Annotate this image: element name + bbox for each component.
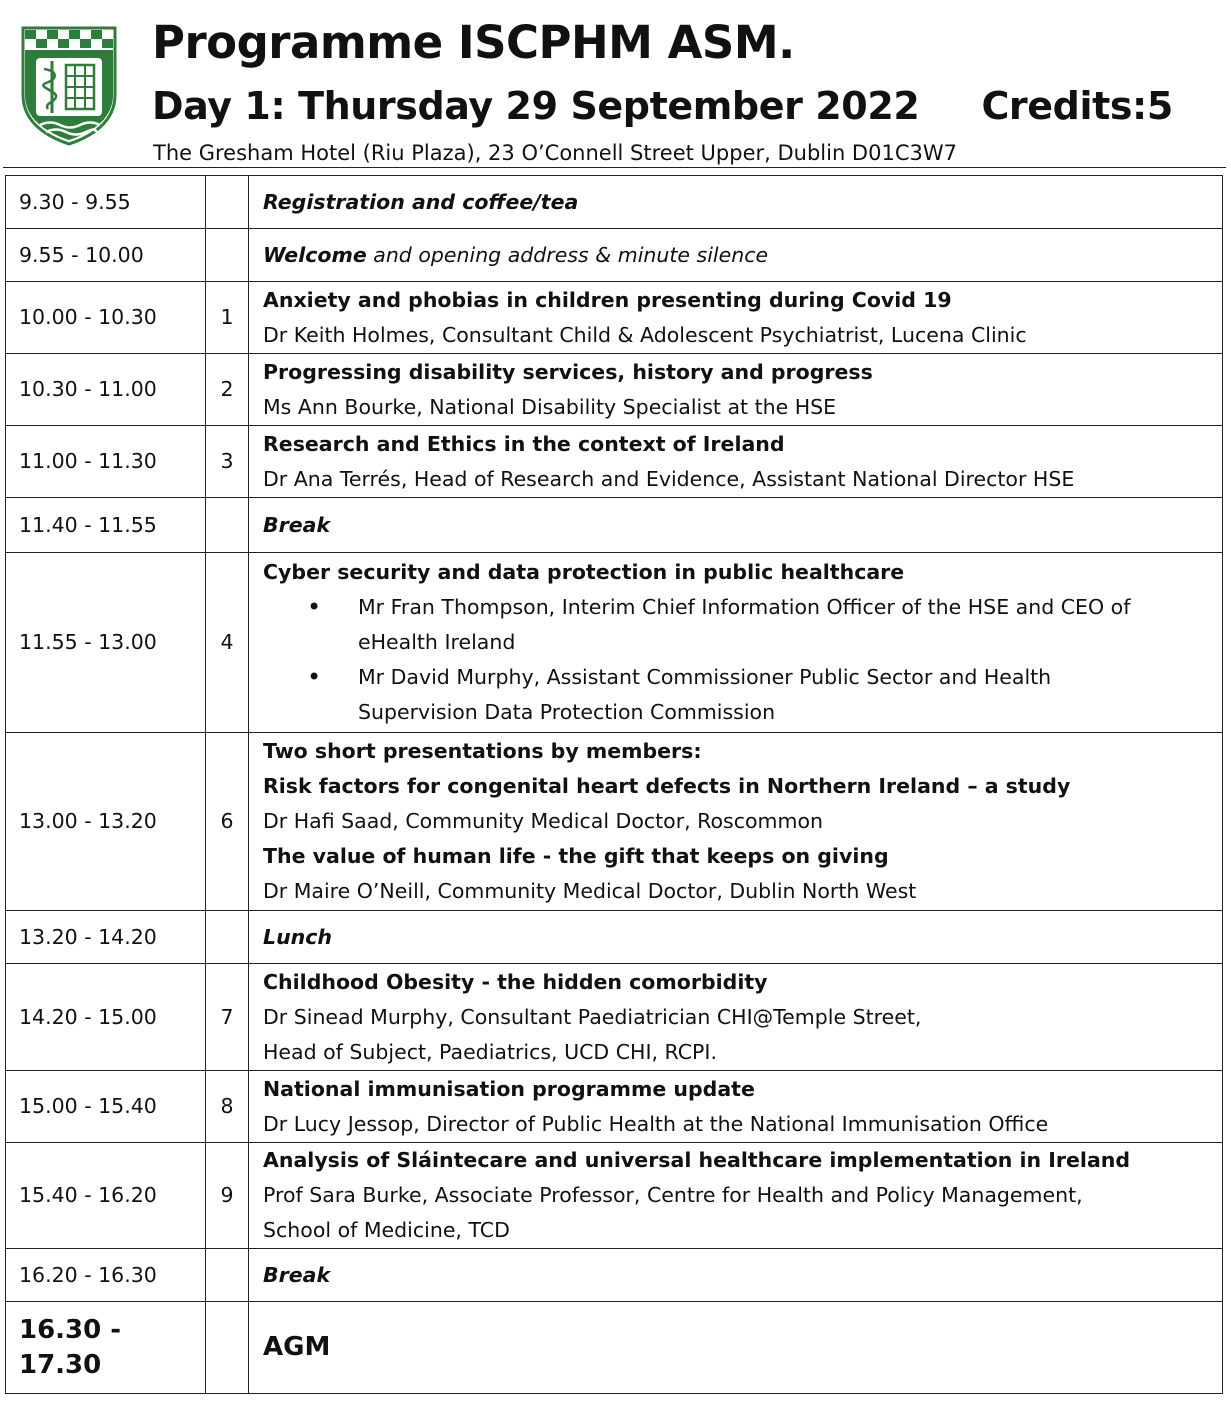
session-title: Analysis of Sláintecare and universal healthcare implementation in Ireland <box>263 1148 1131 1172</box>
talk-title: Risk factors for congenital heart defects in Northern Ireland – a study <box>263 774 1071 798</box>
session-number: 7 <box>206 964 249 1071</box>
session-number: 4 <box>206 553 249 733</box>
session-title: Childhood Obesity - the hidden comorbidity <box>263 969 768 994</box>
session-speaker: School of Medicine, TCD <box>263 1218 510 1242</box>
session-title: Cyber security and data protection in public healthcare <box>263 560 905 584</box>
session-time: 11.55 - 13.00 <box>6 553 206 733</box>
table-row <box>6 176 1223 229</box>
session-time: 9.30 - 9.55 <box>6 176 206 229</box>
session-speaker: Ms Ann Bourke, National Disability Specialist at the HSE <box>263 394 837 419</box>
session-title: AGM <box>263 1332 331 1362</box>
session-time: 14.20 - 15.00 <box>6 964 206 1071</box>
session-number: 9 <box>206 1143 249 1249</box>
session-title: Anxiety and phobias in children presenting during Covid 19 <box>263 287 952 312</box>
session-speaker: Dr Maire O’Neill, Community Medical Doctor, Dublin North West <box>263 879 917 903</box>
table-row <box>6 1302 1223 1394</box>
session-title-rest: and opening address & minute silence <box>366 242 769 267</box>
table-row <box>6 733 1223 911</box>
session-speaker: Prof Sara Burke, Associate Professor, Centre for Health and Policy Management, <box>263 1183 1083 1207</box>
session-content <box>249 426 1223 498</box>
session-time: 16.20 - 16.30 <box>6 1249 206 1302</box>
speaker-list <box>263 590 1214 730</box>
session-title: Registration and coffee/tea <box>263 189 579 214</box>
session-number <box>206 911 249 964</box>
session-number <box>206 1302 249 1394</box>
session-speaker: Dr Keith Holmes, Consultant Child & Adolescent Psychiatrist, Lucena Clinic <box>263 322 1027 347</box>
session-time: 11.40 - 11.55 <box>6 498 206 553</box>
session-speaker: Dr Lucy Jessop, Director of Public Health at the National Immunisation Office <box>263 1111 1049 1136</box>
session-content <box>249 553 1223 733</box>
header-divider <box>3 167 1226 168</box>
session-content <box>249 1071 1223 1143</box>
session-time: 16.30 - 17.30 <box>6 1302 206 1394</box>
session-content <box>249 354 1223 426</box>
iscphm-crest-logo <box>20 25 118 147</box>
session-content <box>249 733 1223 911</box>
day-heading <box>152 84 1173 128</box>
session-content <box>249 1143 1223 1249</box>
session-time: 10.00 - 10.30 <box>6 282 206 354</box>
session-time: 15.00 - 15.40 <box>6 1071 206 1143</box>
table-row <box>6 911 1223 964</box>
session-time: 13.20 - 14.20 <box>6 911 206 964</box>
session-number <box>206 1249 249 1302</box>
table-row <box>6 1071 1223 1143</box>
session-number: 3 <box>206 426 249 498</box>
session-title: Progressing disability services, history and progress <box>263 359 873 384</box>
session-number: 1 <box>206 282 249 354</box>
session-time: 15.40 - 16.20 <box>6 1143 206 1249</box>
session-time: 13.00 - 13.20 <box>6 733 206 911</box>
table-row <box>6 282 1223 354</box>
session-time: 11.00 - 11.30 <box>6 426 206 498</box>
session-number <box>206 176 249 229</box>
page-title: Programme ISCPHM ASM. <box>152 16 795 69</box>
session-number <box>206 229 249 282</box>
session-title: National immunisation programme update <box>263 1076 755 1101</box>
programme-table <box>5 175 1223 1394</box>
session-speaker: Dr Ana Terrés, Head of Research and Evidence, Assistant National Director HSE <box>263 466 1075 491</box>
session-title: Research and Ethics in the context of Ireland <box>263 431 785 456</box>
session-content <box>249 176 1223 229</box>
session-number <box>206 498 249 553</box>
session-time: 10.30 - 11.00 <box>6 354 206 426</box>
table-row <box>6 1249 1223 1302</box>
table-row <box>6 1143 1223 1249</box>
session-title: Break <box>263 512 331 537</box>
session-content <box>249 282 1223 354</box>
session-title: Break <box>263 1262 331 1287</box>
session-content <box>249 229 1223 282</box>
session-number: 6 <box>206 733 249 911</box>
table-row <box>6 229 1223 282</box>
session-time: 9.55 - 10.00 <box>6 229 206 282</box>
session-title: Two short presentations by members: <box>263 739 702 763</box>
session-number: 8 <box>206 1071 249 1143</box>
session-content <box>249 911 1223 964</box>
session-title: Welcome <box>263 242 367 267</box>
talk-title: The value of human life - the gift that keeps on giving <box>263 844 889 868</box>
session-content <box>249 1302 1223 1394</box>
credits-label: Credits:5 <box>981 84 1173 128</box>
session-content <box>249 498 1223 553</box>
session-content <box>249 964 1223 1071</box>
table-row <box>6 964 1223 1071</box>
list-item: • Mr David Murphy, Assistant Commissioner Public Sector and Health Supervision Data Protection Commission <box>263 660 1214 730</box>
session-speaker: Head of Subject, Paediatrics, UCD CHI, RCPI. <box>263 1039 717 1064</box>
table-row <box>6 553 1223 733</box>
session-number: 2 <box>206 354 249 426</box>
table-row <box>6 426 1223 498</box>
session-title: Lunch <box>263 924 332 949</box>
venue-address: The Gresham Hotel (Riu Plaza), 23 O’Connell Street Upper, Dublin D01C3W7 <box>153 141 957 165</box>
session-speaker: Dr Hafi Saad, Community Medical Doctor, Roscommon <box>263 809 824 833</box>
table-row <box>6 498 1223 553</box>
day-date: Day 1: Thursday 29 September 2022 <box>152 84 920 128</box>
list-item: • Mr Fran Thompson, Interim Chief Information Officer of the HSE and CEO of eHealth Ireland <box>263 590 1214 660</box>
session-content <box>249 1249 1223 1302</box>
session-speaker: Dr Sinead Murphy, Consultant Paediatrician CHI@Temple Street, <box>263 1004 922 1029</box>
table-row <box>6 354 1223 426</box>
